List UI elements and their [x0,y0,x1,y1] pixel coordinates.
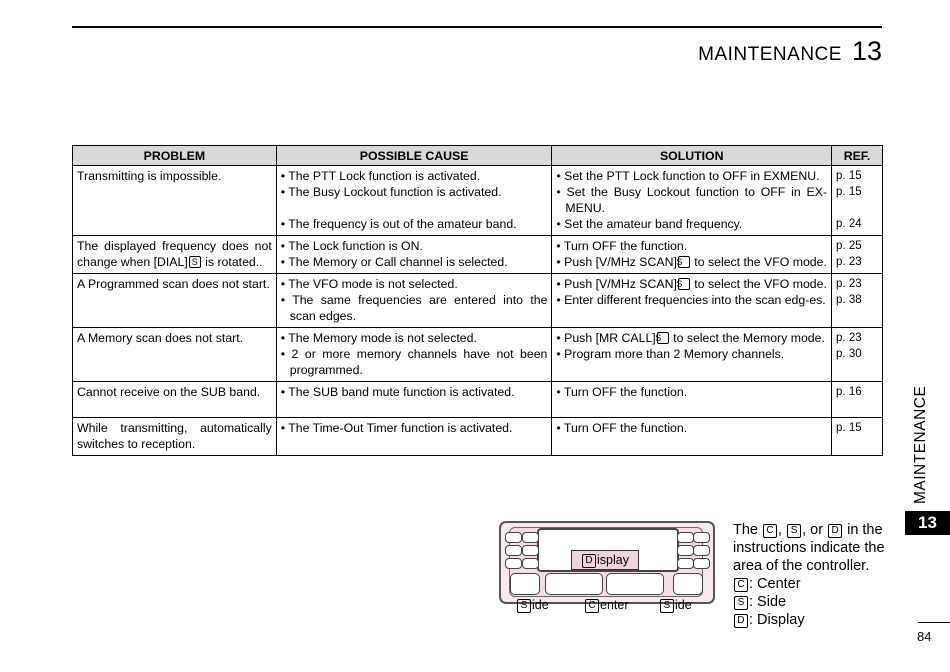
ref-item: p. 25 [836,240,862,252]
cause-cell [276,382,552,418]
display-key-icon: D [582,554,596,568]
ref-item: p. 16 [836,386,862,398]
solution-item: • Set the PTT Lock function to OFF in EXMENU. [556,169,820,183]
ref-cell [832,418,883,456]
ref-item: p. 30 [836,348,862,360]
cause-item: • The VFO mode is not selected. [280,277,458,291]
cause-cell [276,166,552,236]
side-key-icon: S [657,332,669,344]
legend-side: S : Side [733,593,885,611]
solution-cell [552,274,832,328]
side-area-label-right: S ide [659,598,692,613]
controller-left-button-icon [522,558,539,569]
cause-item: • The PTT Lock function is activated. [280,169,481,183]
ref-item: p. 24 [836,218,862,230]
controller-left-button-icon [505,532,522,543]
display-key-icon: D [828,524,842,538]
solution-cell [552,236,832,274]
center-key-icon: C [734,578,748,592]
side-key-icon: S [517,599,531,613]
center-key-icon: C [763,524,777,538]
controller-left-button-icon [505,545,522,556]
cause-item: • The Lock function is ON. [280,239,423,253]
side-key-icon: S [189,256,201,268]
header-ref: REF. [832,146,883,166]
table-header-row [73,146,883,166]
side-key-icon: S [734,596,748,610]
legend-intro: The C , S , or D in the instructions indicate the area of the controller. [733,522,885,574]
controller-left-button-icon [505,558,522,569]
side-tab-title: MAINTENANCE [912,385,929,504]
ref-item: p. 38 [836,294,862,306]
problem-cell [73,274,277,328]
controller-dial-knob-icon [510,573,540,595]
problem-cell: The displayed frequency does not change when [DIAL] S is rotated.. [73,236,277,274]
problem-text: A Programmed scan does not start. [77,277,270,291]
chapter-number: 13 [851,36,882,66]
side-key-icon: S [787,524,801,538]
solution-item: • Set the amateur band frequency. [556,217,743,231]
header-cause: POSSIBLE CAUSE [276,146,552,166]
legend-center: C : Center [733,575,885,593]
side-area-label-left: S ide [516,598,549,613]
display-area-label: D isplay [571,550,639,570]
ref-cell [832,236,883,274]
troubleshooting-table [72,145,883,456]
center-key-icon: C [585,599,599,613]
table-row [73,236,883,274]
table-row [73,166,883,236]
ref-cell [832,166,883,236]
solution-item: • Push [V/MHz SCAN]S to select the VFO mode. [556,277,827,291]
solution-item: • Enter different frequencies into the scan edg-es. [556,293,826,307]
solution-cell [552,382,832,418]
cause-item: • The Time-Out Timer function is activated. [280,421,513,435]
top-rule [72,26,882,28]
controller-center-keypad-icon [606,573,664,595]
controller-dial-knob-icon [673,573,703,595]
side-key-icon: S [678,256,690,268]
header-solution: SOLUTION [552,146,832,166]
footer-rule [918,622,950,623]
problem-text: A Memory scan does not start. [77,331,244,345]
solution-item: • Set the Busy Lockout function to OFF in EX-MENU. [556,185,828,215]
solution-item: • Push [MR CALL]S to select the Memory mode. [556,331,825,345]
cause-item: • 2 or more memory channels have not been programmed. [280,347,548,377]
cause-cell [276,328,552,382]
ref-cell [832,382,883,418]
problem-text: Transmitting is impossible. [77,169,222,183]
controller-left-button-icon [522,532,539,543]
problem-cell [73,328,277,382]
table-row [73,328,883,382]
controller-right-button-icon [677,558,694,569]
ref-cell [832,328,883,382]
solution-item: • Turn OFF the function. [556,385,688,399]
side-key-icon: S [678,278,690,290]
controller-right-button-icon [693,558,710,569]
controller-right-button-icon [693,532,710,543]
cause-item: • The Memory or Call channel is selected. [280,255,508,269]
problem-cell [73,166,277,236]
cause-item: • The SUB band mute function is activated. [280,385,515,399]
ref-item: p. 23 [836,332,862,344]
table-row [73,418,883,456]
problem-text: Cannot receive on the SUB band. [77,385,261,399]
display-key-icon: D [734,614,748,628]
cause-cell [276,236,552,274]
controller-right-button-icon [677,532,694,543]
problem-text: While transmitting, automatically switches to reception. [77,421,272,451]
ref-item: p. 15 [836,422,862,434]
legend-display: D : Display [733,611,885,629]
chapter-title: MAINTENANCE [698,44,842,65]
problem-cell [73,382,277,418]
ref-item: p. 23 [836,256,862,268]
controller-center-keypad-icon [545,573,603,595]
header-problem: PROBLEM [73,146,277,166]
cause-item: • The same frequencies are entered into the scan edges. [280,293,548,323]
ref-item: p. 15 [836,170,862,182]
controller-right-button-icon [677,545,694,556]
table-row [73,382,883,418]
side-key-icon: S [660,599,674,613]
cause-cell [276,274,552,328]
cause-item: • The Busy Lockout function is activated. [280,185,502,199]
solution-item: • Turn OFF the function. [556,421,688,435]
solution-cell [552,418,832,456]
cause-item: • The Memory mode is not selected. [280,331,477,345]
solution-cell [552,166,832,236]
solution-cell [552,328,832,382]
chapter-header [698,36,882,67]
solution-item: • Push [V/MHz SCAN]S to select the VFO mode. [556,255,827,269]
controller-left-button-icon [522,545,539,556]
side-tab-number: 13 [905,511,950,535]
ref-item: p. 23 [836,278,862,290]
table-row [73,274,883,328]
center-area-label: C enter [584,598,629,613]
solution-item: • Turn OFF the function. [556,239,688,253]
cause-item: • The frequency is out of the amateur band. [280,217,517,231]
page-number: 84 [917,629,932,644]
problem-cell [73,418,277,456]
ref-item: p. 15 [836,186,862,198]
cause-cell [276,418,552,456]
ref-cell [832,274,883,328]
controller-right-button-icon [693,545,710,556]
solution-item: • Program more than 2 Memory channels. [556,347,785,361]
controller-legend [733,521,885,629]
